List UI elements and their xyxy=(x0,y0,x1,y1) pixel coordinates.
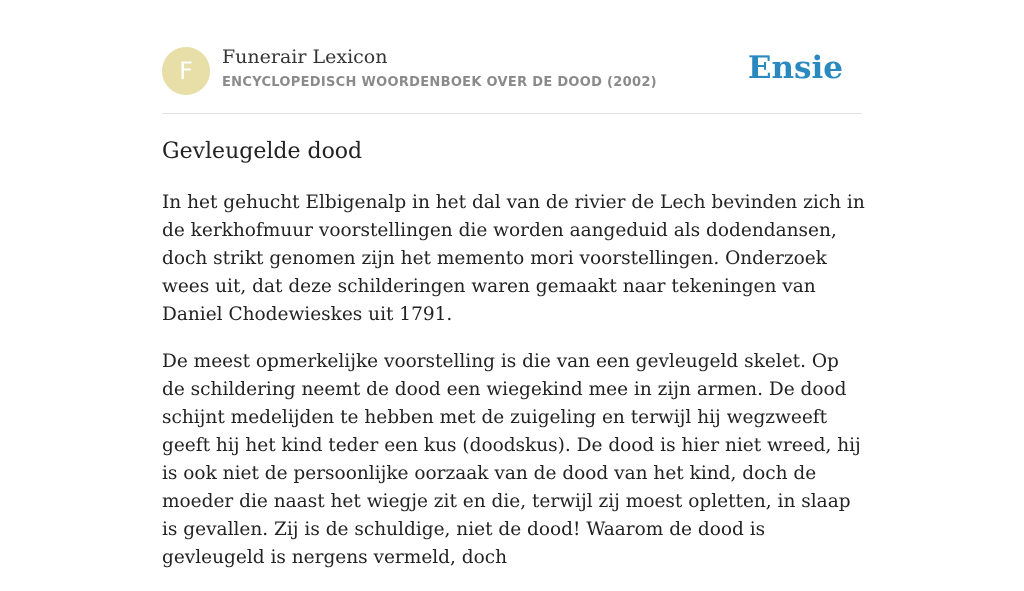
source-avatar: F xyxy=(162,47,210,95)
source-title[interactable]: Funerair Lexicon xyxy=(222,46,388,68)
source-subtitle: ENCYCLOPEDISCH WOORDENBOEK OVER DE DOOD (2002) xyxy=(222,75,657,90)
paragraph: In het gehucht Elbigenalp in het dal van de rivier de Lech bevinden zich in de kerkhofmuur voorstellingen die worden aangeduid als dodendansen, doch strikt genomen zijn het memento mori voorstellingen. Onderzoek wees uit, dat deze schilderingen waren gemaakt naar tekeningen van Daniel Chodewieskes uit 1791. xyxy=(162,192,865,325)
entry-body xyxy=(162,189,867,591)
brand-logo[interactable]: Ensie xyxy=(747,50,843,86)
header xyxy=(162,46,862,96)
header-divider xyxy=(162,113,862,114)
entry-title: Gevleugelde dood xyxy=(162,139,363,164)
paragraph: De meest opmerkelijke voorstelling is die van een gevleugeld skelet. Op de schildering neemt de dood een wiegekind mee in zijn armen. De dood schijnt medelijden te hebben met de zuigeling en terwijl hij wegzweeft geeft hij het kind teder een kus (doodskus). De dood is hier niet wreed, hij is ook niet de persoonlijke oorzaak van de dood van het kind, doch de moeder die naast het wiegje zit en die, terwijl zij moest opletten, in slaap is gevallen. Zij is de schuldige, niet de dood! Waarom de dood is gevleugeld is nergens vermeld, doch xyxy=(162,351,861,568)
